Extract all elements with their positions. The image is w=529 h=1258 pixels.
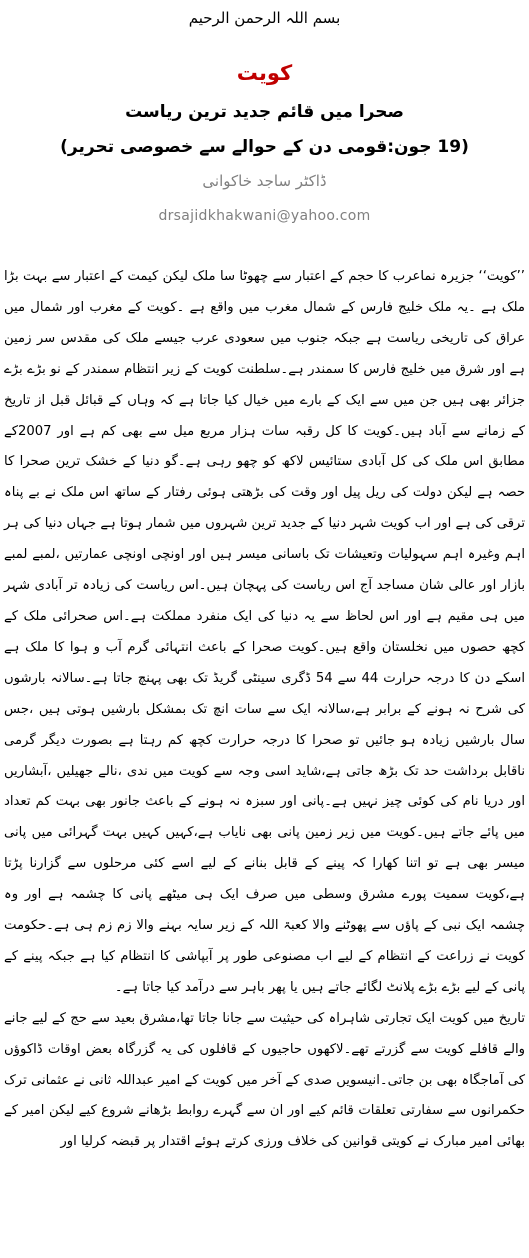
author-email: drsajidkhakwani@yahoo.com <box>158 208 371 224</box>
paragraph-1: ’’کویت‘‘ جزیرہ نماعرب کا حجم کے اعتبار سے چھوٹا سا ملک لیکن کیمت کے اعتبار سے بہت بڑا ملک ہے ۔یہ ملک خلیج فارس کے شمال مغرب میں واقع ہے ۔کویت کے مغرب اور شمال میں عراق کی تاریخی ریاست ہے جبکہ جنوب میں سعودی عرب جیسے ملک کی مقدس سر زمین ہے اور شرق میں خلیج فارس کا سمندر ہے۔سلطنت کویت کے زیر انتظام سمندر کے نو بڑے بڑے جزائر بھی ہیں جن میں سے ایک کے بارے میں خیال کیا جاتا ہے کہ وہاں کے قبائل قبل از تاریخ کے زمانے سے آباد ہیں۔کویت کا کل رقبہ سات ہزار مربع میل سے بھی کم ہے اور 2007کے مطابق اس ملک کی کل آبادی ستائیس لاکھ کو چھو رہی ہے۔گو دنیا کے خشک ترین صحرا کا حصہ ہے لیکن دولت کی ریل پیل اور وقت کی بڑھتی ہوئی رفتار کے ساتھ اس ملک نے بے پناہ ترقی کی ہے اور اب کویت شہر دنیا کے جدید ترین شہروں میں شمار ہوتا ہے جہاں دنیا کی ہر اہم وغیرہ اہم سہولیات وتعیشات تک باسانی میسر ہیں اور اونچی اونچی عمارتیں ،لمبے لمبے بازار اور عالی شان مساجد آج اس ریاست کی پہچان ہیں۔اس ریاست کی زیادہ تر آبادی شہر میں ہی مقیم ہے اور اس لحاظ سے یہ دنیا کی ایک منفرد مملکت ہے۔اس صحرائی ملک کے کچھ حصوں میں نخلستان واقع ہیں۔کویت صحرا کے باعث انتہائی گرم آب و ہوا کا ملک ہے اسکے دن کا درجہ حرارت 44 سے 54 ڈگری سینٹی گریڈ تک بھی پہنچ جاتا ہے۔سالانہ بارشوں کی شرح نہ ہونے کے برابر ہے،سالانہ ایک سے سات انچ تک بمشکل بارشیں ہوتی ہیں ،جس سال بارشیں زیادہ ہو جائیں تو صحرا کا درجہ حرارت کچھ کم رہتا ہے بصورت دیگر گرمی ناقابل برداشت حد تک بڑھ جاتی ہے،شاید اسی وجہ سے کویت میں ندی ،نالے جھیلیں ،آبشاریں اور دریا نام کی کوئی چیز نہیں ہے۔پانی اور سبزہ نہ ہونے کے باعث جانور بھی بہت کم تعداد میں پائے جاتے ہیں۔کویت میں زیر زمین پانی بھی نایاب ہے،کہیں کہیں بہت گہرائی میں پانی میسر بھی ہے تو اتنا کھارا کہ پینے کے قابل بنانے کے لیے اسے کئی مرحلوں سے گزارنا پڑتا ہے،کویت سمیت پورے مشرق وسطی میں صرف ایک ہی میٹھے پانی کا چشمہ ہے اور وہ چشمہ ایک نبی کے پاؤں سے پھوٹنے والا کعبۃ اللہ کے زیر سایہ بہنے والا زم زم ہی ہے۔حکومت کویت نے زراعت کے انتظام کے لیے اب مصنوعی طور پر آبپاشی کا انتظام کیا ہے جبکہ پینے کے پانی کے لیے بڑے بڑے پلانٹ لگائے جاتے ہیں یا پھر باہر سے درآمد کیا جاتا ہے۔ <box>4 269 525 995</box>
article-title: کویت <box>236 61 293 85</box>
article-body <box>4 262 525 1158</box>
article-subtitle: صحرا میں قائم جدید ترین ریاست <box>125 102 404 122</box>
article-occasion: (19 جون:قومی دن کے حوالے سے خصوصی تحریر) <box>60 137 469 157</box>
bismillah-heading: بسم اللہ الرحمن الرحیم <box>188 9 341 27</box>
paragraph-2: تاریخ میں کویت ایک تجارتی شاہراہ کی حیثیت سے جانا جاتا تھا،مشرق بعید سے حج کے لیے جانے والے قافلے کویت سے گزرتے تھے۔لاکھوں حاجیوں کے قافلوں کی یہ گزرگاہ بعض اوقات ڈاکوؤں کی آماجگاہ بھی بن جاتی۔انیسویں صدی کے آخر میں کویت کے امیر عبداللہ ثانی نے عثمانی ترک حکمرانوں سے سفارتی تعلقات قائم کیے اور ان سے گہرے روابط بڑھانے شروع کیے لیکن امیر کے بھائی امیر مبارک نے کویتی قوانین کی خلاف ورزی کرتے ہوئے اقتدار پر قبضہ کرلیا اور <box>4 1010 525 1150</box>
author-name: ڈاکٹر ساجد خاکوانی <box>202 172 327 190</box>
